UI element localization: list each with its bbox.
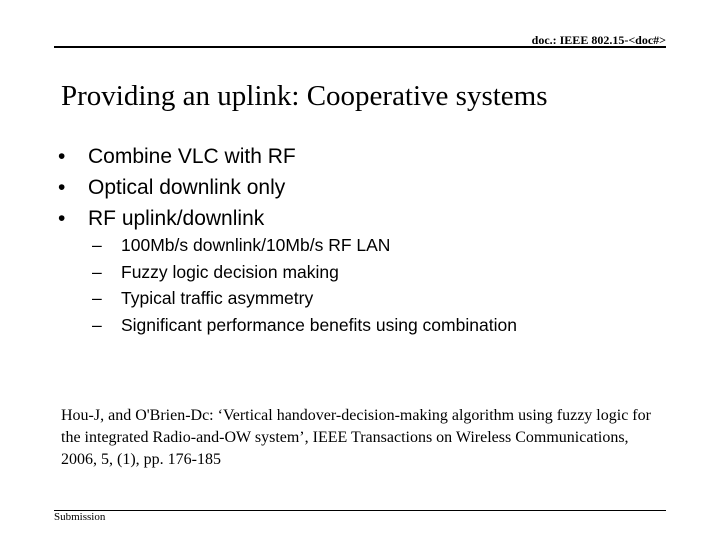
- header-divider: [54, 46, 666, 48]
- sub-bullet-item: [92, 285, 517, 312]
- sub-bullet-marker: –: [92, 261, 102, 282]
- sub-bullet-marker: –: [92, 314, 102, 335]
- slide-title: Providing an uplink: Cooperative systems: [61, 80, 548, 112]
- footer-divider: [54, 510, 666, 511]
- reference-citation: Hou-J, and O'Brien-Dc: ‘Vertical handover-decision-making algorithm using fuzzy logic for the integrated Radio-and-OW system’, IEEE Transactions on Wireless Communications, 2006, 5, (1), pp. 176-185: [61, 407, 651, 468]
- bullet-text: RF uplink/downlink: [88, 207, 265, 230]
- bullet-text: Optical downlink only: [88, 176, 286, 199]
- sub-bullet-item: [92, 259, 517, 286]
- bullet-item: [58, 172, 296, 203]
- sub-bullet-item: [92, 232, 517, 259]
- sub-bullet-marker: –: [92, 235, 102, 255]
- sub-bullet-list: [92, 232, 517, 338]
- bullet-item: [58, 203, 296, 234]
- sub-bullet-text: Significant performance benefits using combination: [121, 314, 517, 335]
- document-id: doc.: IEEE 802.15-<doc#>: [531, 33, 666, 47]
- sub-bullet-marker: –: [92, 288, 102, 308]
- sub-bullet-text: 100Mb/s downlink/10Mb/s RF LAN: [121, 235, 391, 255]
- bullet-marker: •: [58, 145, 66, 168]
- bullet-marker: •: [58, 176, 66, 199]
- bullet-item: [58, 141, 296, 172]
- sub-bullet-text: Fuzzy logic decision making: [121, 261, 339, 282]
- bullet-text: Combine VLC with RF: [88, 145, 296, 168]
- sub-bullet-item: [92, 312, 517, 339]
- sub-bullet-text: Typical traffic asymmetry: [121, 288, 314, 308]
- bullet-marker: •: [58, 207, 66, 230]
- bullet-list: [58, 141, 296, 234]
- footer-label: Submission: [54, 511, 106, 523]
